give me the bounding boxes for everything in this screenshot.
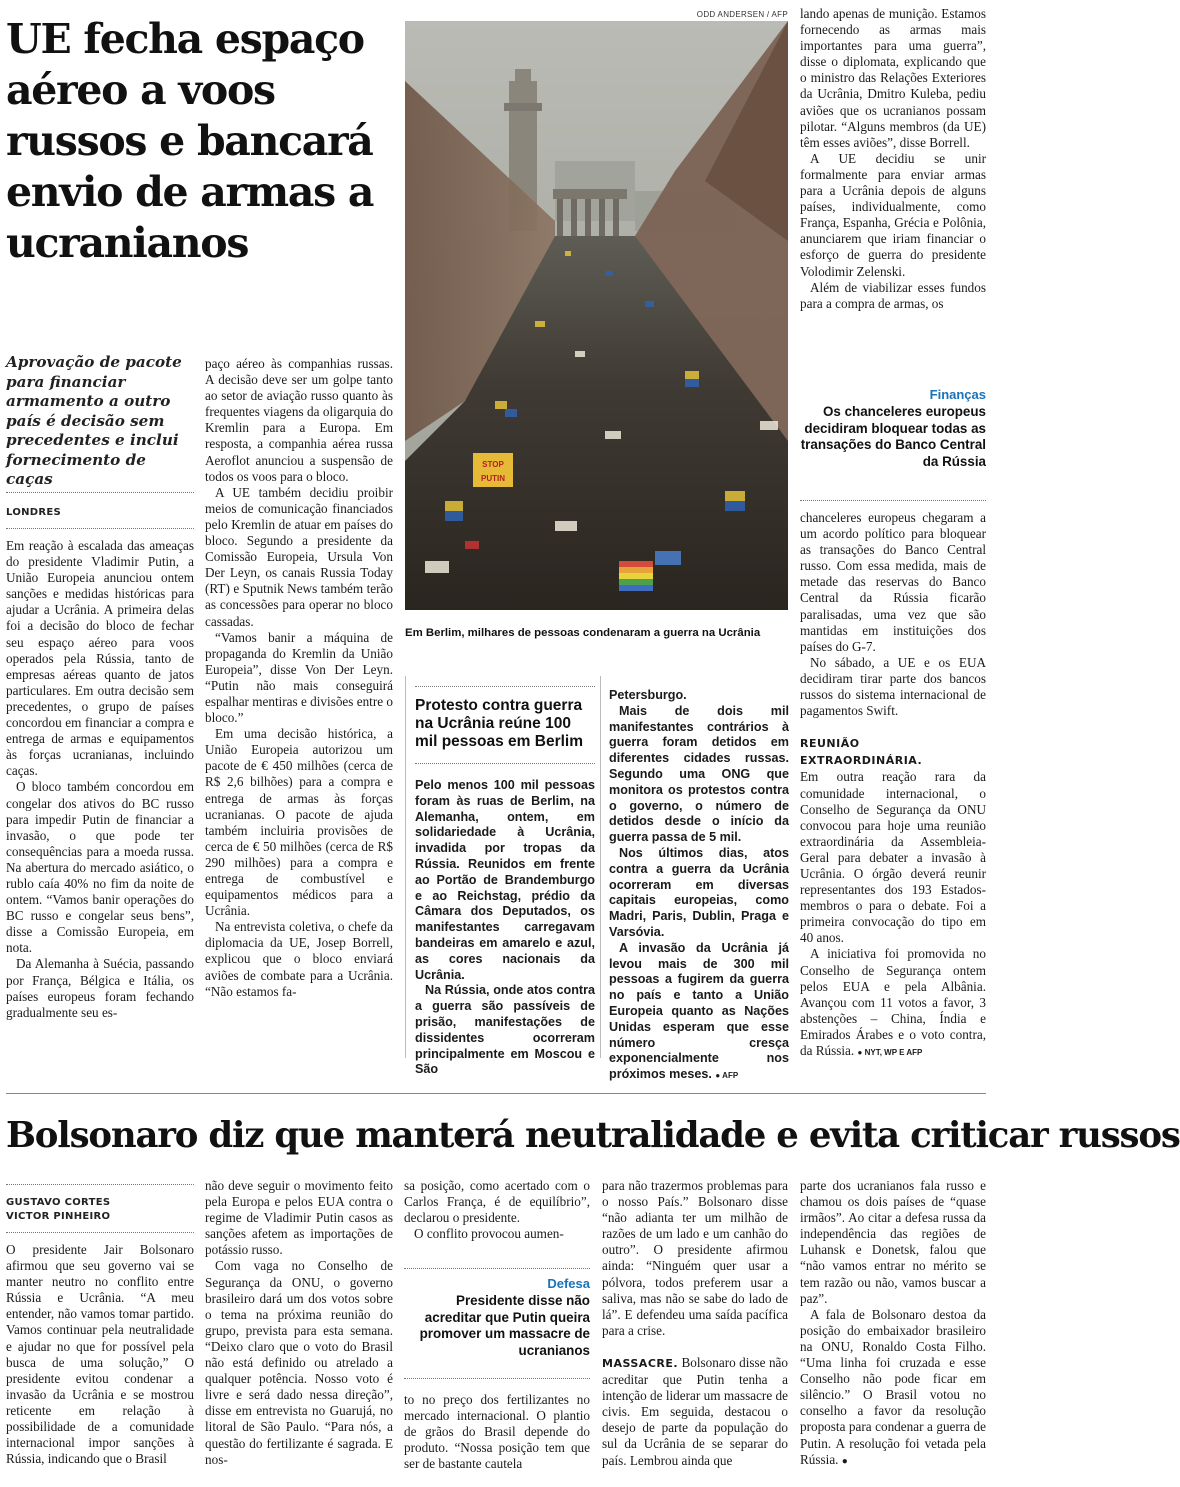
paragraph xyxy=(800,1307,986,1470)
paragraph: to no preço dos fertilizantes no mercado internacional. O plantio de grãos do Brasil depende do produto. “Nossa posição tem que ser de bastante cautela xyxy=(404,1392,590,1472)
article1-column-5 xyxy=(800,6,986,312)
divider xyxy=(415,686,595,687)
article1-deck: Aprovação de pacote para financiar armamento a outro país é decisão sem precedentes e inclui fornecimento de caças xyxy=(6,353,182,488)
article1-column-2 xyxy=(205,356,393,1000)
divider xyxy=(404,1268,590,1269)
paragraph-text: A fala de Bolsonaro destoa da posição do embaixador brasileiro na ONU, Ronaldo Costa Filho. “Uma linha foi cruzada e esse Conselho não pode ficar em silêncio.” O Brasil votou no conselho a favor da resolução proposta para condenar a guerra de Putin. A resolução foi vetada pela Rússia. xyxy=(800,1306,986,1467)
paragraph: Com vaga no Conselho de Segurança da ONU, o governo brasileiro dará um dos votos sobre o tema na próxima reunião do grupo, prevista para esta semana. “Deixo claro que o voto do Brasil não está definido ou atrelado a qualquer potência. Nosso voto é livre e será dado nessa direção”, disse em entrevista no Guarujá, no litoral de São Paulo. “Para nós, a questão do fertilizante é sagrada. E nos- xyxy=(205,1258,393,1467)
paragraph-text: A invasão da Ucrânia já levou mais de 300 mil pessoas a fugirem da guerra no país e tanto a União Europeia quanto as Nações Unidas esperam que esse número cresça exponencialmente nos próximos meses. xyxy=(609,940,789,1082)
divider xyxy=(6,492,194,493)
box-column-2 xyxy=(609,688,789,1084)
protest-photo xyxy=(405,21,788,610)
divider xyxy=(415,763,595,764)
article2-column-1 xyxy=(6,1242,194,1467)
divider xyxy=(6,528,194,529)
paragraph: Pelo menos 100 mil pessoas foram às ruas de Berlim, na Alemanha, ontem, em solidariedade à Ucrânia, invadida por tropas da Rússia. Reunidos em frente ao Portão de Brandemburgo e ao Reichstag, prédio da Câmara dos Deputados, os manifestantes carregavam bandeiras em amarelo e azul, as cores nacionais da Ucrânia. xyxy=(415,778,595,982)
paragraph xyxy=(602,1355,788,1469)
signoff: ● AFP xyxy=(715,1071,739,1081)
byline-author: VICTOR PINHEIRO xyxy=(6,1211,111,1222)
paragraph: parte dos ucranianos fala russo e chamou os dois países de “quase irmãos”. Ao citar a defesa russa da independência das regiões de Luhansk e Donetsk, falou que “não vamos entrar no mérito se tem razão ou não, vamos buscar a paz”. xyxy=(800,1178,986,1306)
byline-author: GUSTAVO CORTES xyxy=(6,1197,111,1208)
end-mark: ● xyxy=(841,1455,848,1467)
paragraph: Em uma decisão histórica, a União Europeia autorizou um pacote de € 450 milhões (cerca de R$ 2,6 bilhões) para a compra e entrega de armas às forças ucranianas. O pacote de ajuda também incluiria provisões de cerca de € 50 milhões (cerca de R$ 290 milhões) para a compra e entrega de combustível e equipamentos médicos para a Ucrânia. xyxy=(205,726,393,919)
paragraph: não deve seguir o movimento feito pela Europa e pelos EUA contra o regime de Vladimir Putin casos as sanções afetem as importações de potássio russo. xyxy=(205,1178,393,1258)
pull-quote: Presidente disse não acreditar que Putin queira promover um massacre de ucranianos xyxy=(419,1293,590,1358)
dateline: LONDRES xyxy=(6,507,62,518)
paragraph: O bloco também concordou em congelar dos ativos do BC russo para impedir Putin de financiar a invasão, o que pode ter consequências para a moeda russa. Na abertura do mercado asiático, o rublo caía 40% no fim da noite de ontem. “Vamos banir operações do BC russo e congelar seus bens”, disse a Comissão Europeia, em nota. xyxy=(6,779,194,956)
paragraph: O presidente Jair Bolsonaro afirmou que seu governo vai se manter neutro no conflito entre Rússia e Ucrânia. “A meu entender, não vamos tomar partido. Vamos continuar pela neutralidade e ajudar no que for possível pela busca de uma solução,” O presidente evitou condenar a invasão da Ucrânia e se mostrou reticente em relação à possibilidade de a comunidade internacional impor sanções à Rússia, indicando que o Brasil xyxy=(6,1242,194,1467)
paragraph: Além de viabilizar esses fundos para a compra de armas, os xyxy=(800,279,986,311)
paragraph: lando apenas de munição. Estamos fornecendo as armas mais importantes para uma guerra”, disse o diplomata, explicando que o ministro das Relações Exteriores da Ucrânia, Dmitro Kuleba, pediu aviões que os ucranianos possam pilotar. “Alguns membros (da UE) têm esses aviões”, disse Borrell. xyxy=(800,6,986,150)
section-kicker: Defesa xyxy=(547,1276,590,1291)
paragraph: para não trazermos problemas para o nosso País.” Bolsonaro disse “não adianta ter um milhão de razões de um lado e um canhão do outro”. O presidente afirmou ainda: “Ninguém quer usar a pólvora, todos preferem usar a saliva, mas não se sabe do lado de lá”. E defendeu uma saída pacífica para a crise. xyxy=(602,1178,788,1338)
box-headline: Protesto contra guerra na Ucrânia reúne 100 mil pessoas em Berlim xyxy=(415,697,583,750)
photo-caption: Em Berlim, milhares de pessoas condenaram a guerra na Ucrânia xyxy=(405,627,761,639)
paragraph: “Vamos banir a máquina de propaganda do Kremlin da União Europeia”, disse Von Der Leyn. “Putin não mais conseguirá espalhar mentiras e divisões entre o bloco.” xyxy=(205,629,393,726)
paragraph: Mais de dois mil manifestantes contrários à guerra foram detidos em diferentes cidades russas. Segundo uma ONG que monitora os protestos contra o governo, o número de detidos desde o início da guerra passa de 5 mil. xyxy=(609,703,789,845)
paragraph: Da Alemanha à Suécia, passando por França, Bélgica e Itália, os países europeus foram fechando gradualmente seu es- xyxy=(6,956,194,1020)
paragraph: A UE também decidiu proibir meios de comunicação financiados pelo Kremlin de atuar em países do bloco. Segundo a presidente da Comissão Europeia, Ursula Von Der Leyn, os canais Russia Today (RT) e Sputnik News também terão as concessões para operar no bloco cassadas. xyxy=(205,484,393,629)
paragraph xyxy=(609,941,789,1084)
article2-column-5 xyxy=(800,1178,986,1470)
paragraph-text: Bolsonaro disse não acreditar que Putin tenha a intenção de liderar um massacre de civis. Em seguida, destacou o desejo de parte da população do sul da Ucrânia de se separar do país. Lembrou ainda que xyxy=(602,1354,788,1468)
article1-column-5-continued xyxy=(800,510,986,1061)
signoff: ● NYT, WP E AFP xyxy=(857,1048,923,1057)
paragraph: sa posição, como acertado com o Carlos França, é de equilíbrio”, declarou o presidente. xyxy=(404,1178,590,1226)
paragraph xyxy=(800,946,986,1061)
subhead: MASSACRE. xyxy=(602,1356,679,1370)
svg-text:PUTIN: PUTIN xyxy=(481,474,505,483)
paragraph: Em reação à escalada das ameaças do presidente Vladimir Putin, a União Europeia anunciou ontem sanções e medidas históricas para ajudar a Ucrânia. A primeira delas foi a decisão do bloco de fechar seu espaço aéreo para voos operados pela Rússia, tanto de empresas aéreas quanto de jatos particulares. Em outra decisão sem precedentes, o grupo de países concordou em financiar a compra e entrega de armas e equipamentos às forças ucranianas, incluindo caças. xyxy=(6,538,194,779)
article1-column-1 xyxy=(6,538,194,1021)
divider xyxy=(404,1378,590,1379)
paragraph: A UE decidiu se unir formalmente para enviar armas para a Ucrânia depois de alguns países, individualmente, como França, Espanha, Grécia e Polônia, anunciarem que iriam financiar o esforço de guerra do presidente Volodimir Zelenski. xyxy=(800,150,986,279)
sidebar-box xyxy=(405,676,595,1077)
signoff-text: NYT, WP E AFP xyxy=(864,1048,923,1057)
photo-illustration xyxy=(405,21,788,610)
paragraph: Em outra reação rara da comunidade internacional, o Conselho de Segurança da ONU convocou para hoje uma reunião extraordinária da Assembleia-Geral para debater a invasão à Ucrânia. O órgão deverá reunir representantes dos 193 Estados-membros o para o debate. Foi a primeira convocação do tipo em 40 anos. xyxy=(800,769,986,946)
byline xyxy=(6,1196,110,1224)
box-column-1 xyxy=(415,778,595,1078)
paragraph xyxy=(800,735,986,769)
article1-headline: UE fecha espaço aéreo a voos russos e bancará envio de armas a ucranianos xyxy=(6,15,374,267)
paragraph: Nos últimos dias, atos contra a guerra da Ucrânia ocorreram em diversas capitais europeias, como Madri, Paris, Dublin, Praga e Varsóvia. xyxy=(609,845,789,939)
photo-credit: ODD ANDERSEN / AFP xyxy=(696,10,788,19)
article2-headline: Bolsonaro diz que manterá neutralidade e evita criticar russos xyxy=(6,1115,1180,1156)
paragraph: No sábado, a UE e os EUA decidiram tirar parte dos bancos russos do sistema internacional de pagamentos Swift. xyxy=(800,654,986,719)
paragraph: O conflito provocou aumen- xyxy=(414,1226,564,1242)
article2-column-3-continued xyxy=(404,1392,590,1472)
divider xyxy=(6,1184,194,1185)
article2-column-3 xyxy=(404,1178,590,1242)
article2-column-4 xyxy=(602,1178,788,1469)
article2-column-2 xyxy=(205,1178,393,1468)
paragraph: Na entrevista coletiva, o chefe da diplomacia da UE, Josep Borrell, explicou que o bloco enviará aviões de combate para a Ucrânia. “Não estamos fa- xyxy=(205,919,393,999)
sidebar-box-column xyxy=(600,676,789,1082)
signoff-text: AFP xyxy=(722,1071,739,1081)
divider xyxy=(800,500,986,501)
svg-text:STOP: STOP xyxy=(482,460,504,469)
paragraph: Na Rússia, onde atos contra a guerra são passíveis de prisão, manifestações de dissidentes ocorreram principalmente em Moscou e São xyxy=(415,983,595,1077)
section-kicker: Finanças xyxy=(929,387,986,402)
paragraph-text: A iniciativa foi promovida no Conselho de Segurança ontem pelos EUA e pela Albânia. Avançou com 11 votos a favor, 3 abstenções – China, Índia e Emirados Árabes e o voto contra, da Rússia. xyxy=(800,946,986,1058)
paragraph: paço aéreo às companhias russas. A decisão deve ser um golpe tanto ao setor de aviação russo quanto às frequentes viagens da oligarquia do Kremlin para a Europa. Em resposta, a companhia aérea russa Aeroflot anunciou a suspensão de todos os voos para o bloco. xyxy=(205,356,393,484)
pull-quote: Os chanceleres europeus decidiram bloquear todas as transações do Banco Central da Rússia xyxy=(800,404,986,469)
paragraph: Petersburgo. xyxy=(609,688,687,702)
subhead: REUNIÃO EXTRAORDINÁRIA. xyxy=(800,737,923,768)
divider xyxy=(6,1232,194,1233)
section-rule xyxy=(6,1093,986,1094)
paragraph: chanceleres europeus chegaram a um acordo político para bloquear as transações do Banco Central russo. Com essa medida, mais de metade das reservas do Banco Central da Rússia ficarão paralisadas, uma vez que são mantidas em instituições dos países do G-7. xyxy=(800,510,986,654)
